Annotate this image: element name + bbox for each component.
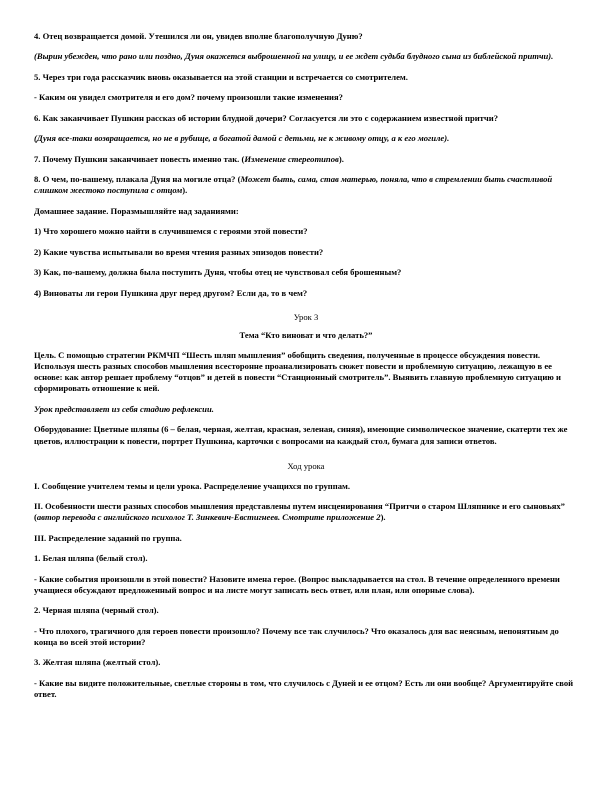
question-5: 5. Через три года рассказчик вновь оказывается на этой станции и встречается со смотрителем. bbox=[34, 71, 408, 82]
course-heading: Ход урока bbox=[287, 460, 325, 471]
hat-black-task: - Что плохого, трагичного для героев повести произошло? Почему все так случилось? Что оказалось для вас неясным, непонятным до конца во всей этой истории? bbox=[34, 625, 559, 647]
question-7: 7. Почему Пушкин заканчивает повесть именно так. (Изменение стереотипов). bbox=[34, 153, 344, 164]
homework-item-1: 1) Что хорошего можно найти в случившемся с героями этой повести? bbox=[34, 226, 308, 237]
homework-title: Домашнее задание. Поразмышляйте над заданиями: bbox=[34, 205, 239, 216]
question-5-sub: - Каким он увидел смотрителя и его дом? почему произошли такие изменения? bbox=[34, 92, 343, 103]
answer-4: (Вырин убежден, что рано или поздно, Дуня окажется выброшенной на улицу, и ее ждет судьба блудного сына из библейской притчи). bbox=[34, 51, 554, 62]
lesson-equipment: Оборудование: Цветные шляпы (6 – белая, черная, желтая, красная, зеленая, синяя), имеющие символическое значение, скатерти тех же цветов, иллюстрации к повести, портрет Пушкина, карточки с вопросами на каждый стол, бумага для записи ответов. bbox=[34, 424, 568, 446]
question-6: 6. Как заканчивает Пушкин рассказ об истории блудной дочери? Согласуется ли это с содержанием известной притчи? bbox=[34, 112, 498, 123]
hat-black-title: 2. Черная шляпа (черный стол). bbox=[34, 605, 159, 616]
lesson-stage: Урок представляет из себя стадию рефлексии. bbox=[34, 403, 214, 414]
answer-8: Может быть, сама, став матерью, поняла, что в стремлении быть счастливой слишком жестоко поступила с отцом bbox=[34, 174, 553, 196]
lesson-theme: Тема “Кто виноват и что делать?” bbox=[239, 330, 373, 341]
hat-yellow-task: - Какие вы видите положительные, светлые стороны в том, что случилось с Дуней и ее отцом? Есть ли они вообще? Аргументируйте свой ответ. bbox=[34, 677, 574, 699]
answer-6: (Дуня все-таки возвращается, но не в рубище, а богатой дамой с детьми, не к живому отцу, а к его могиле). bbox=[34, 133, 450, 144]
lesson-goal: Цель. С помощью стратегии РКМЧП “Шесть шляп мышления” обобщить сведения, полученные в процессе обсуждения повести. Используя шесть разных способов мышления всесторонне проанализировать сюжет повести и проблемную ситуацию, лежащую в ее основе: как автор решает проблему “отцов” и детей в повести “Станционный смотритель”. Выявить главную проблемную ситуацию и сформировать отношение к ней. bbox=[34, 350, 561, 394]
hat-white-title: 1. Белая шляпа (белый стол). bbox=[34, 553, 148, 564]
homework-item-3: 3) Как, по-вашему, должна была поступить Дуня, чтобы отец не чувствовал себя брошенным? bbox=[34, 267, 402, 278]
hat-yellow-title: 3. Желтая шляпа (желтый стол). bbox=[34, 657, 161, 668]
lesson-heading: Урок 3 bbox=[293, 312, 319, 322]
question-4: 4. Отец возвращается домой. Утешился ли он, увидев вполне благополучную Дуню? bbox=[34, 31, 363, 41]
question-8: 8. О чем, по-вашему, плакала Дуня на могиле отца? (Может быть, сама, став матерью, поняла, что в стремлении быть счастливой слишком жестоко поступила с отцом). bbox=[34, 174, 553, 196]
answer-7: Изменение стереотипов bbox=[244, 153, 339, 164]
step-2: II. Особенности шести разных способов мышления представлены путем инсценирования “Притчи о старом Шляпнике и его сыновьях” (автор перевода с английского психолог Т. Зинкевич-Евстигнеев. Смотрите приложение 2). bbox=[34, 501, 565, 523]
step-3: III. Распределение заданий по группа. bbox=[34, 532, 182, 543]
homework-item-2: 2) Какие чувства испытывали во время чтения разных эпизодов повести? bbox=[34, 246, 324, 257]
homework-item-4: 4) Виноваты ли герои Пушкина друг перед другом? Если да, то в чем? bbox=[34, 287, 308, 298]
document-page bbox=[34, 31, 578, 709]
hat-white-task: - Какие события произошли в этой повести? Назовите имена герое. (Вопрос выкладывается на стол. В течение определенного времени учащиеся обсуждают предложенный вопрос и на листе могут записать весь ответ, или план, или опорные слова). bbox=[34, 573, 560, 595]
step-1: I. Сообщение учителем темы и цели урока. Распределение учащихся по группам. bbox=[34, 480, 350, 491]
